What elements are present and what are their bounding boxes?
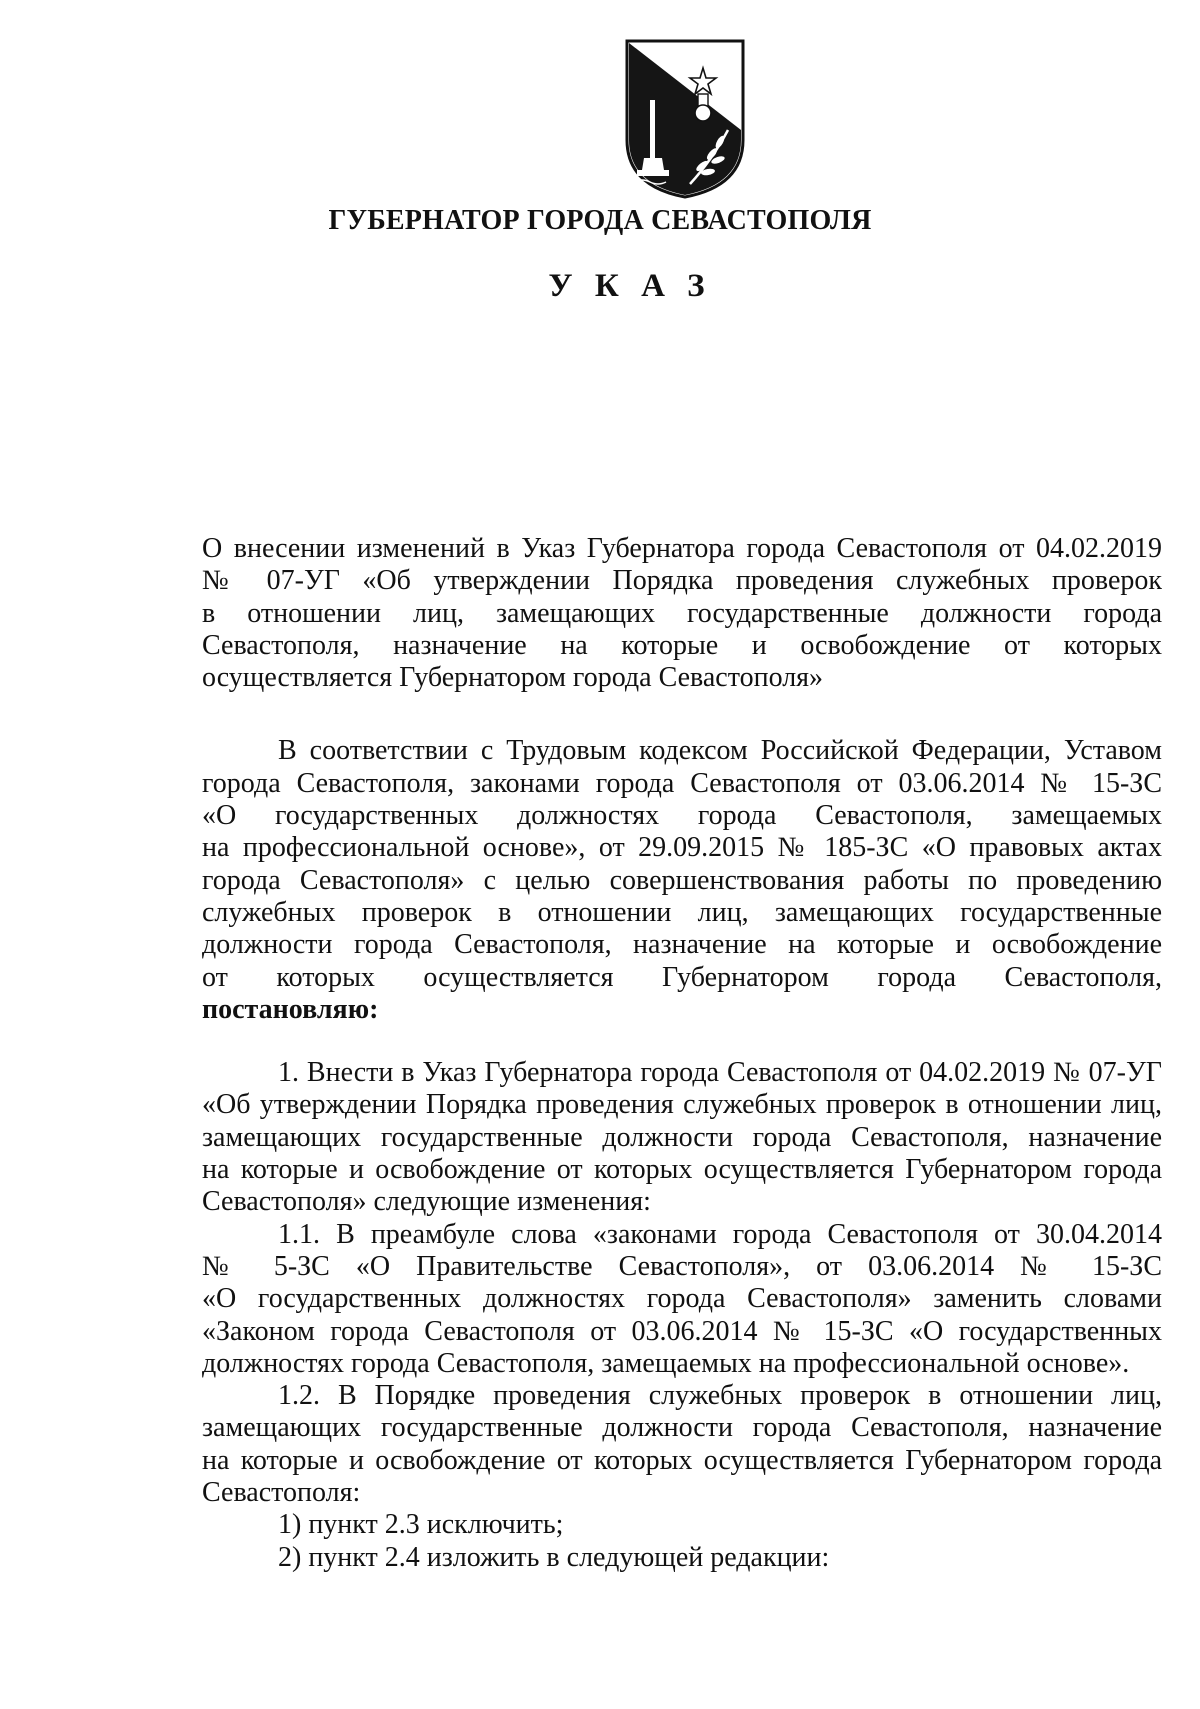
title-line: Севастополя, назначение на которые и освобождение от которых [202, 629, 1162, 661]
clause-line: Севастополя» следующие изменения: [202, 1186, 651, 1218]
clause-line: замещающих государственные должности города Севастополя, назначение [202, 1412, 1162, 1444]
decree-word: постановляю: [202, 993, 379, 1025]
preamble-line: В соответствии с Трудовым кодексом Российской Федерации, Уставом [278, 735, 1162, 767]
preamble-line: на профессиональной основе», от 29.09.2015 № 185-ЗС «О правовых актах [202, 832, 1162, 864]
clause-1-1 [202, 1219, 1162, 1380]
title-line: в отношении лиц, замещающих государственные должности города [202, 597, 1162, 629]
sub-items [202, 1509, 1162, 1574]
clause-line: «О государственных должностях города Севастополя» заменить словами [202, 1283, 1162, 1315]
clause-line: замещающих государственные должности города Севастополя, назначение [202, 1121, 1162, 1153]
clause-line: Севастополя: [202, 1477, 361, 1509]
preamble-line: «О государственных должностях города Севастополя, замещаемых [202, 800, 1162, 832]
title-line: осуществляется Губернатором города Севастополя» [202, 662, 824, 694]
clause-line: 1. Внести в Указ Губернатора города Севастополя от 04.02.2019 № 07-УГ [278, 1057, 1162, 1089]
clause-1 [202, 1057, 1162, 1218]
clause-line: 1.1. В преамбуле слова «законами города Севастополя от 30.04.2014 [278, 1218, 1162, 1250]
document-type: У К А З [548, 268, 712, 304]
clause-line: 1.2. В Порядке проведения служебных проверок в отношении лиц, [278, 1380, 1162, 1412]
preamble [202, 735, 1162, 1026]
issuing-authority: ГУБЕРНАТОР ГОРОДА СЕВАСТОПОЛЯ [328, 205, 872, 236]
preamble-line: от которых осуществляется Губернатором города Севастополя, [202, 961, 1162, 993]
list-item: 1) пункт 2.3 исключить; [278, 1509, 564, 1541]
preamble-line: города Севастополя, законами города Севастополя от 03.06.2014 № 15-ЗС [202, 767, 1162, 799]
clause-line: должностях города Севастополя, замещаемых на профессиональной основе». [202, 1347, 1130, 1379]
list-item: 2) пункт 2.4 изложить в следующей редакции: [278, 1541, 830, 1573]
document-body [202, 533, 1162, 1574]
preamble-line: города Севастополя» с целью совершенствования работы по проведению [202, 864, 1162, 896]
title-line: О внесении изменений в Указ Губернатора города Севастополя от 04.02.2019 [202, 533, 1162, 564]
coat-of-arms-icon [624, 38, 746, 200]
clause-line: на которые и освобождение от которых осуществляется Губернатором города [202, 1444, 1162, 1476]
clause-line: на которые и освобождение от которых осуществляется Губернатором города [202, 1154, 1162, 1186]
clause-line: № 5-ЗС «О Правительстве Севастополя», от 03.06.2014 № 15-ЗС [202, 1250, 1162, 1282]
clause-1-2 [202, 1380, 1162, 1509]
clause-line: «Об утверждении Порядка проведения служебных проверок в отношении лиц, [202, 1089, 1162, 1121]
decree-title [202, 533, 1162, 694]
title-line: № 07-УГ «Об утверждении Порядка проведения служебных проверок [202, 565, 1162, 597]
clause-line: «Законом города Севастополя от 03.06.2014 № 15-ЗС «О государственных [202, 1315, 1162, 1347]
preamble-line: должности города Севастополя, назначение на которые и освобождение [202, 929, 1162, 961]
preamble-line: служебных проверок в отношении лиц, замещающих государственные [202, 896, 1162, 928]
